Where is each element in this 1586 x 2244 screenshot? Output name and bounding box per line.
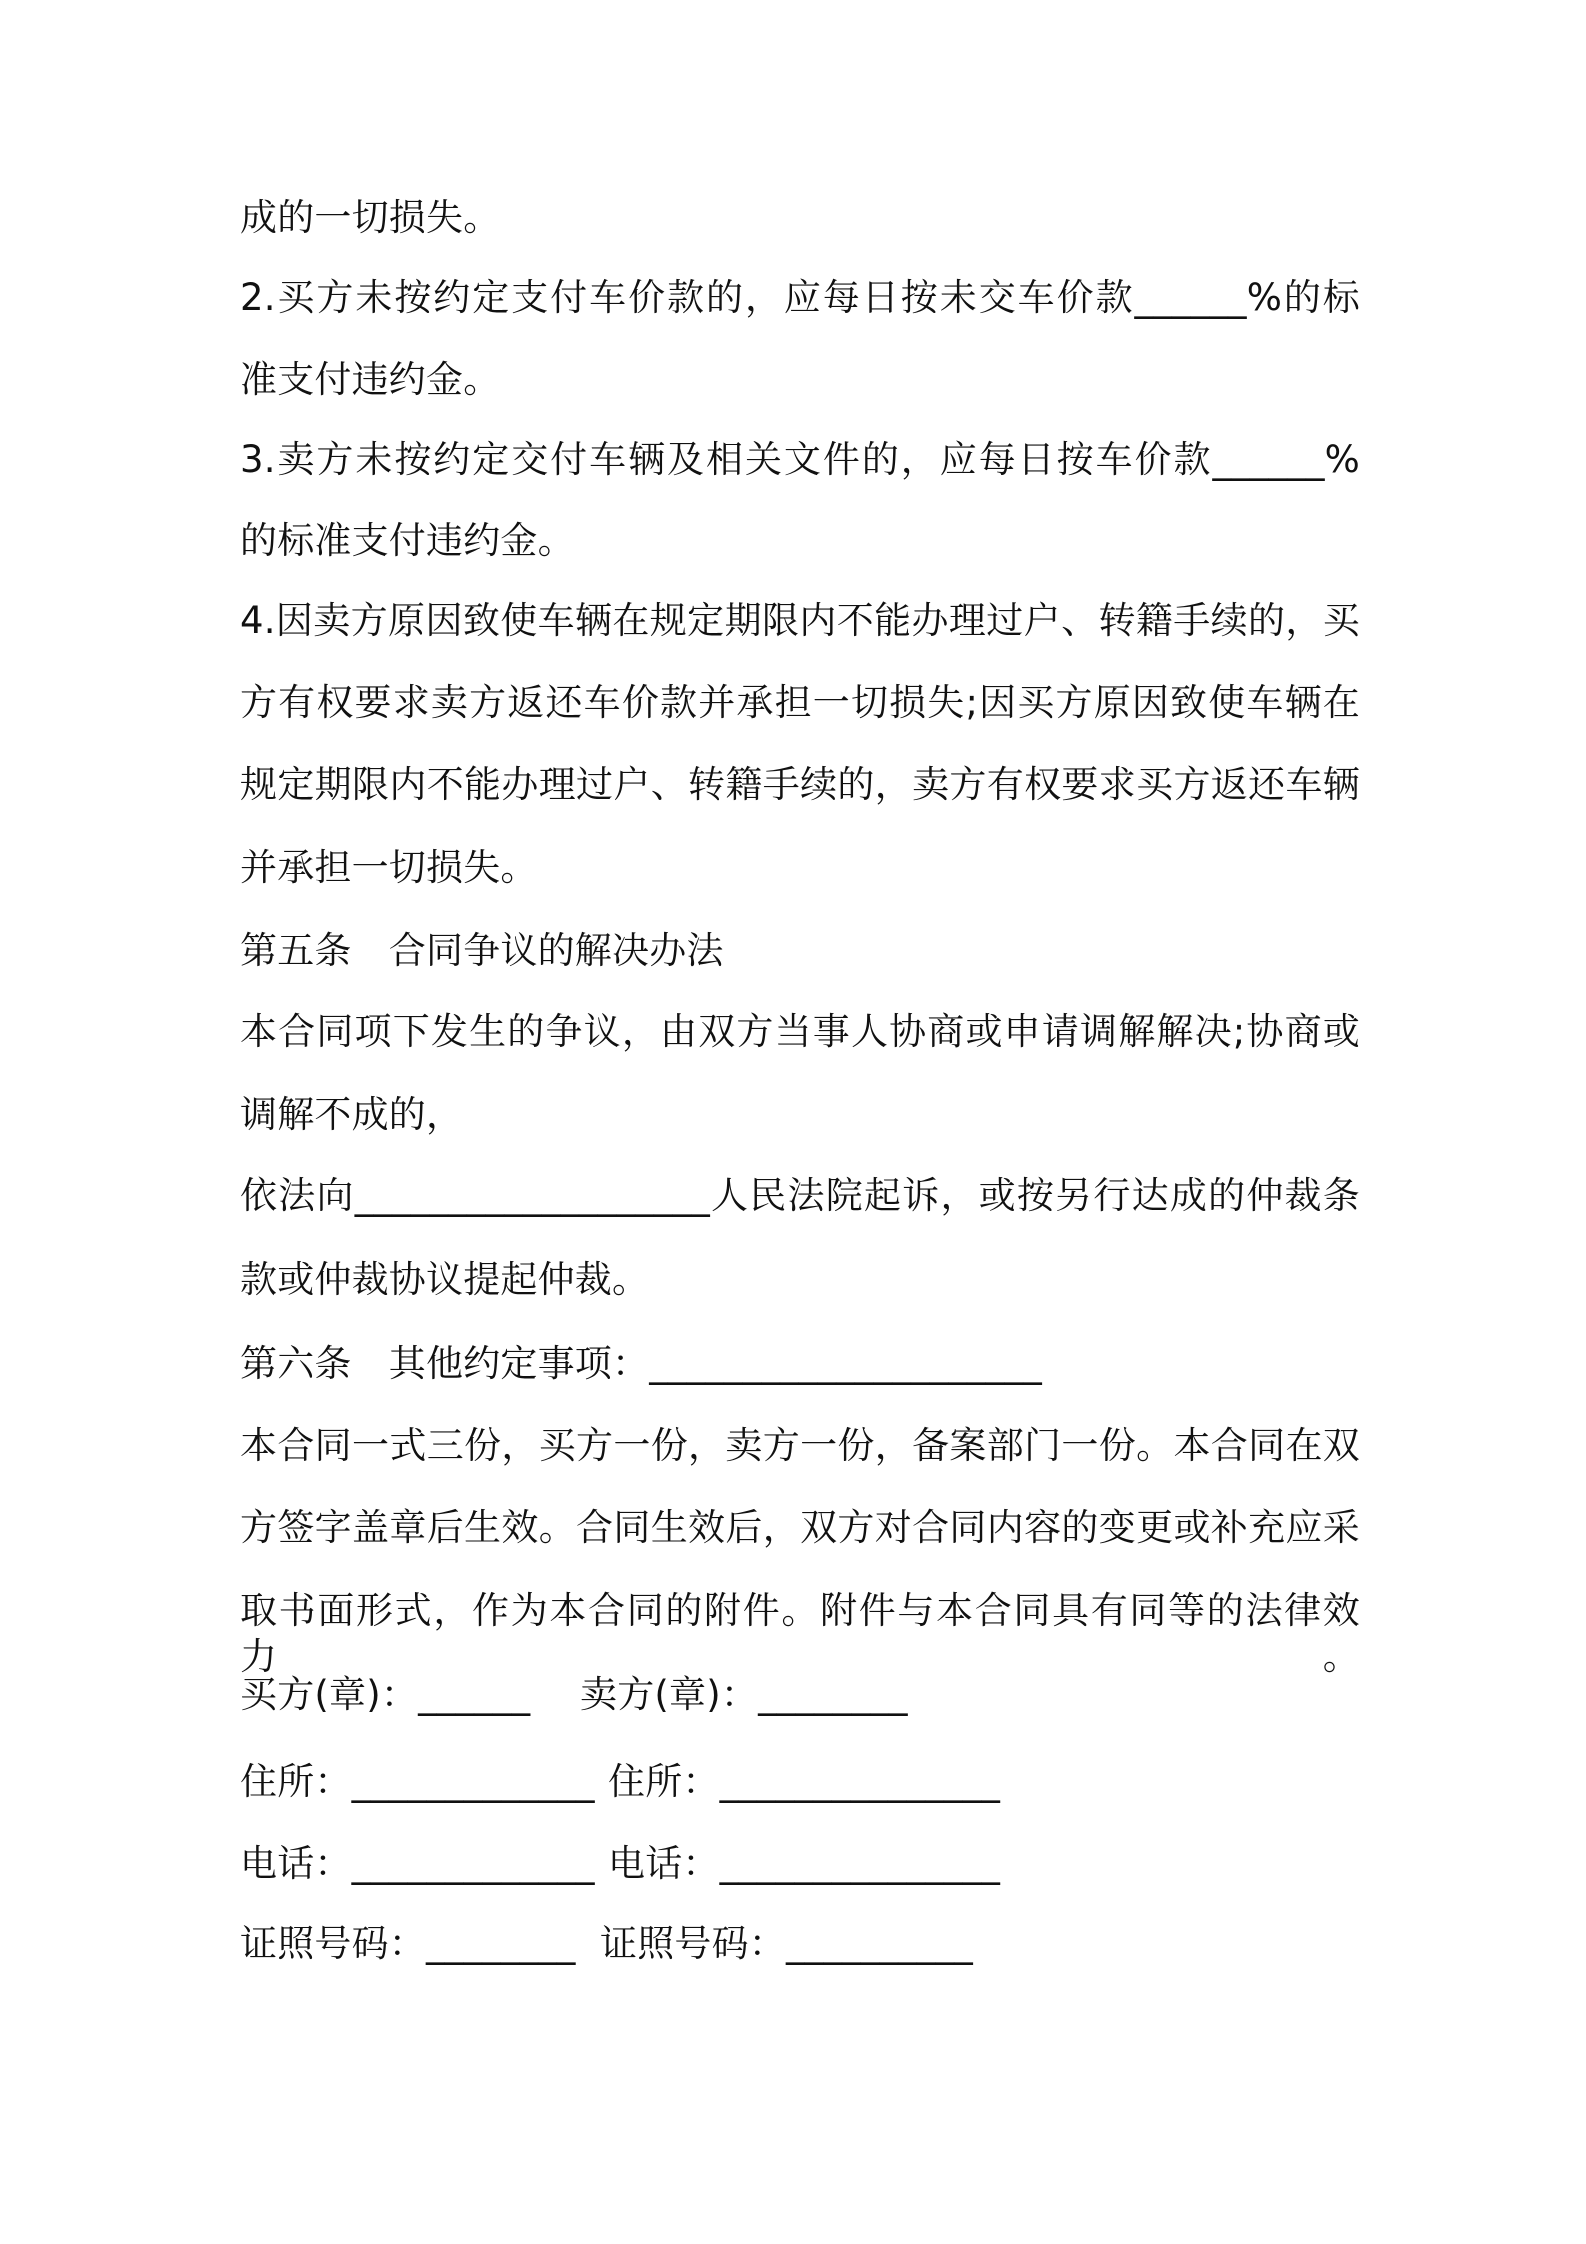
text-line-11: 本合同项下发生的争议，由双方当事人协商或申请调解解决;协商或: [240, 1010, 1360, 1053]
text-line-17: 方签字盖章后生效。合同生效后，双方对合同内容的变更或补充应采: [240, 1506, 1360, 1549]
text-line-1: 成的一切损失。: [240, 196, 501, 239]
text-line-3: 准支付违约金。: [240, 358, 501, 401]
seller-license-number: 证照号码：__________: [600, 1922, 973, 1965]
signature-row-phone: [240, 1841, 1000, 1887]
text-line-13: 依法向___________________人民法院起诉，或按另行达成的仲裁条: [240, 1174, 1360, 1217]
seller-phone: 电话：_______________: [608, 1842, 1001, 1885]
text-line-14: 款或仲裁协议提起仲裁。: [240, 1258, 650, 1301]
text-line-8: 规定期限内不能办理过户、转籍手续的，卖方有权要求买方返还车辆: [240, 763, 1360, 806]
text-line-16: 本合同一式三份，买方一份，卖方一份，备案部门一份。本合同在双: [240, 1424, 1360, 1467]
signature-row-seal: [240, 1672, 908, 1718]
buyer-license-number: 证照号码：________: [240, 1922, 576, 1965]
seller-address: 住所：_______________: [608, 1760, 1001, 1803]
buyer-seal: 买方(章)：______: [240, 1673, 531, 1716]
text-line-5: 的标准支付违约金。: [240, 519, 575, 562]
text-line-4: 3.卖方未按约定交付车辆及相关文件的，应每日按车价款______%: [240, 438, 1360, 481]
section-heading-6: 第六条 其他约定事项：_____________________: [240, 1342, 1042, 1385]
buyer-address: 住所：_____________: [240, 1760, 595, 1803]
text-line-18: 取书面形式，作为本合同的附件。附件与本合同具有同等的法律效力。: [240, 1589, 1360, 1678]
text-line-9: 并承担一切损失。: [240, 846, 538, 889]
seller-seal: 卖方(章)：________: [580, 1673, 908, 1716]
buyer-phone: 电话：_____________: [240, 1842, 595, 1885]
text-line-7: 方有权要求卖方返还车价款并承担一切损失;因买方原因致使车辆在: [240, 681, 1360, 724]
section-heading-5: 第五条 合同争议的解决办法: [240, 929, 724, 972]
text-line-6: 4.因卖方原因致使车辆在规定期限内不能办理过户、转籍手续的，买: [240, 599, 1360, 642]
text-line-12: 调解不成的，: [240, 1093, 464, 1136]
signature-row-license: [240, 1921, 973, 1967]
signature-row-address: [240, 1759, 1000, 1805]
text-line-2: 2.买方未按约定支付车价款的，应每日按未交车价款______%的标: [240, 276, 1360, 319]
